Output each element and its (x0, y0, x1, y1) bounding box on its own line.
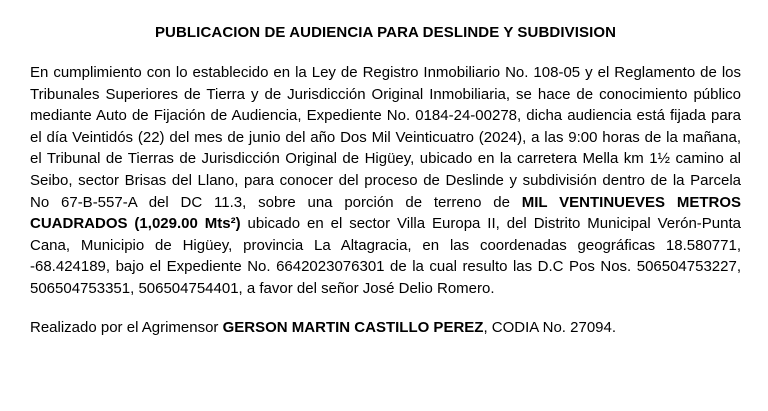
footer-suffix: , CODIA No. 27094. (483, 318, 617, 336)
footer-line (30, 317, 741, 339)
area-bold-text: MIL VENTINUEVES METROS CUADRADOS (1,029.00 Mts²) (30, 193, 742, 233)
document (30, 0, 741, 338)
document-title: PUBLICACION DE AUDIENCIA PARA DESLINDE Y SUBDIVISION (154, 24, 617, 41)
surveyor-name: GERSON MARTIN CASTILLO PEREZ (222, 318, 484, 336)
body-paragraph (30, 62, 741, 300)
footer-prefix: Realizado por el Agrimensor (30, 318, 223, 336)
paragraph-text-part1: En cumplimiento con lo establecido en la Ley de Registro Inmobiliario No. 108-05 y el Reglamento de los Tribunales Superiores de Tierra y de Jurisdicción Original Inmobiliaria, se hace de conocimiento público mediante Auto de Fijación de Audiencia, Expediente No. 0184-24-00278, dicha audiencia está fijada para el día Veintidós (22) del mes de junio del año Dos Mil Veinticuatro (2024), a las 9:00 horas de la mañana, el Tribunal de Tierras de Jurisdicción Original de Higüey, ubicado en la carretera Mella km 1½ camino al Seibo, sector Brisas del Llano, para conocer del proceso de Deslinde y subdivisión dentro de la Parcela No 67-B-557-A del DC 11.3, sobre una porción de terreno de (30, 64, 741, 211)
paragraph-text-part2: ubicado en el sector Villa Europa II, del Distrito Municipal Verón-Punta Cana, Municipio de Higüey, provincia La Altagracia, en las coordenadas geográficas 18.580771, -68.424189, bajo el Expediente No. 6642023076301 de la cual resulto las D.C Pos Nos. 506504753227, 506504753351, 506504754401, a favor del señor José Delio Romero. (30, 215, 741, 297)
